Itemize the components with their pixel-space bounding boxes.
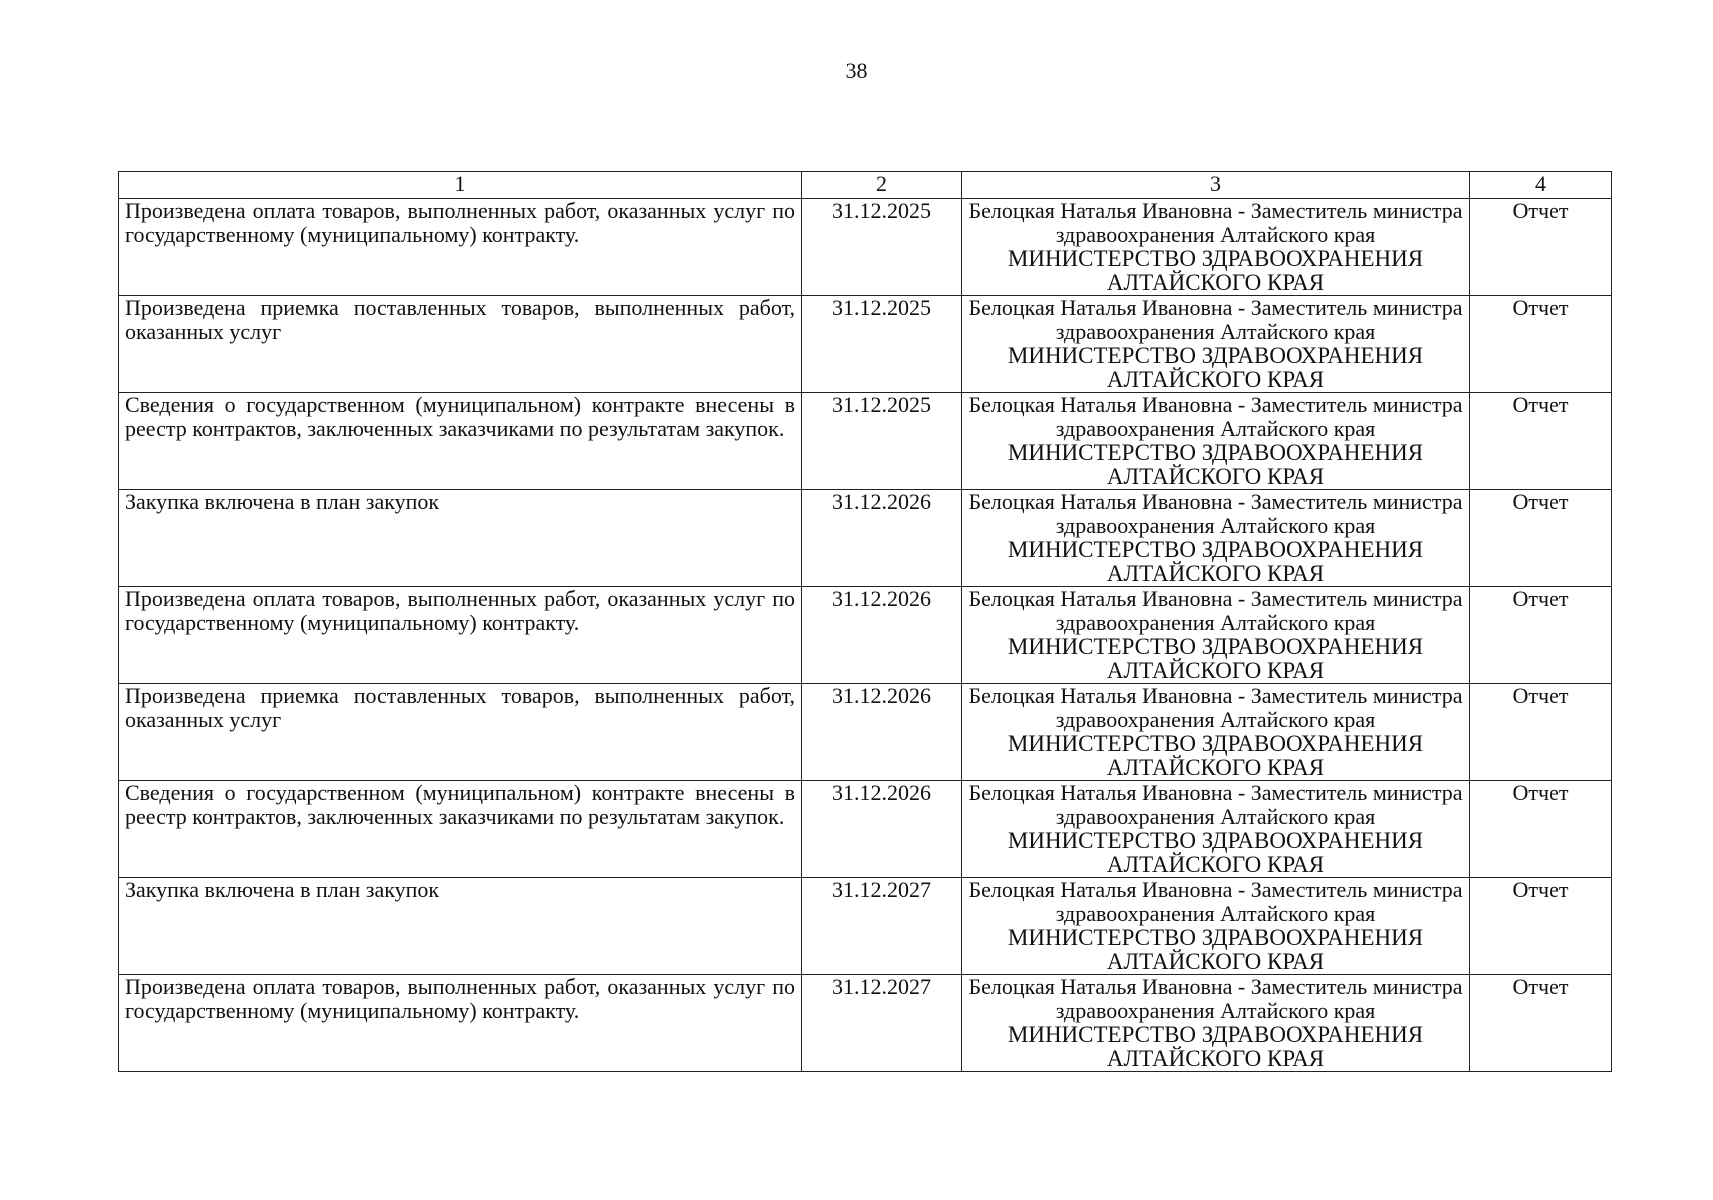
organization-name: МИНИСТЕРСТВО ЗДРАВООХРАНЕНИЯ АЛТАЙСКОГО КРАЯ [1007, 925, 1424, 974]
date-cell: 31.12.2027 [802, 878, 962, 975]
date-cell: 31.12.2026 [802, 490, 962, 587]
date-cell: 31.12.2027 [802, 975, 962, 1072]
description-cell: Закупка включена в план закупок [119, 490, 802, 587]
table-header-row [119, 172, 1612, 199]
responsible-person: Белоцкая Наталья Ивановна - Заместитель министра здравоохранения Алтайского края [968, 392, 1463, 441]
organization-name: МИНИСТЕРСТВО ЗДРАВООХРАНЕНИЯ АЛТАЙСКОГО КРАЯ [1007, 537, 1424, 586]
responsible-cell [962, 878, 1470, 975]
responsible-cell [962, 490, 1470, 587]
date-cell: 31.12.2026 [802, 684, 962, 781]
date-cell: 31.12.2026 [802, 587, 962, 684]
document-cell: Отчет [1470, 975, 1612, 1072]
document-cell: Отчет [1470, 296, 1612, 393]
page-number: 38 [845, 58, 868, 83]
responsible-cell [962, 684, 1470, 781]
table-row [119, 296, 1612, 393]
description-cell: Сведения о государственном (муниципальном) контракте внесены в реестр контрактов, заключенных заказчиками по результатам закупок. [119, 781, 802, 878]
responsible-person: Белоцкая Наталья Ивановна - Заместитель министра здравоохранения Алтайского края [968, 683, 1463, 732]
description-cell: Сведения о государственном (муниципальном) контракте внесены в реестр контрактов, заключенных заказчиками по результатам закупок. [119, 393, 802, 490]
description-cell: Произведена оплата товаров, выполненных работ, оказанных услуг по государственному (муниципальному) контракту. [119, 975, 802, 1072]
table-row [119, 781, 1612, 878]
description-cell: Закупка включена в план закупок [119, 878, 802, 975]
responsible-person: Белоцкая Наталья Ивановна - Заместитель министра здравоохранения Алтайского края [968, 974, 1463, 1023]
description-cell: Произведена оплата товаров, выполненных работ, оказанных услуг по государственному (муниципальному) контракту. [119, 587, 802, 684]
responsible-person: Белоцкая Наталья Ивановна - Заместитель министра здравоохранения Алтайского края [968, 877, 1463, 926]
organization-name: МИНИСТЕРСТВО ЗДРАВООХРАНЕНИЯ АЛТАЙСКОГО КРАЯ [1007, 828, 1424, 877]
responsible-person: Белоцкая Наталья Ивановна - Заместитель министра здравоохранения Алтайского края [968, 586, 1463, 635]
column-header-4: 4 [1470, 172, 1612, 199]
responsible-cell [962, 587, 1470, 684]
organization-name: МИНИСТЕРСТВО ЗДРАВООХРАНЕНИЯ АЛТАЙСКОГО КРАЯ [1007, 634, 1424, 683]
date-cell: 31.12.2025 [802, 393, 962, 490]
responsible-cell [962, 975, 1470, 1072]
organization-name: МИНИСТЕРСТВО ЗДРАВООХРАНЕНИЯ АЛТАЙСКОГО КРАЯ [1007, 731, 1424, 780]
table-row [119, 199, 1612, 296]
document-cell: Отчет [1470, 878, 1612, 975]
table-row [119, 975, 1612, 1072]
document-cell: Отчет [1470, 684, 1612, 781]
table-row [119, 684, 1612, 781]
column-header-3: 3 [962, 172, 1470, 199]
table-row [119, 393, 1612, 490]
control-points-table [118, 171, 1612, 1072]
responsible-cell [962, 199, 1470, 296]
document-cell: Отчет [1470, 199, 1612, 296]
responsible-cell [962, 781, 1470, 878]
organization-name: МИНИСТЕРСТВО ЗДРАВООХРАНЕНИЯ АЛТАЙСКОГО КРАЯ [1007, 440, 1424, 489]
column-header-1: 1 [119, 172, 802, 199]
table-row [119, 587, 1612, 684]
responsible-person: Белоцкая Наталья Ивановна - Заместитель министра здравоохранения Алтайского края [968, 780, 1463, 829]
responsible-cell [962, 296, 1470, 393]
organization-name: МИНИСТЕРСТВО ЗДРАВООХРАНЕНИЯ АЛТАЙСКОГО КРАЯ [1007, 246, 1424, 295]
responsible-person: Белоцкая Наталья Ивановна - Заместитель министра здравоохранения Алтайского края [968, 295, 1463, 344]
table-row [119, 490, 1612, 587]
description-cell: Произведена приемка поставленных товаров, выполненных работ, оказанных услуг [119, 296, 802, 393]
document-cell: Отчет [1470, 781, 1612, 878]
responsible-person: Белоцкая Наталья Ивановна - Заместитель министра здравоохранения Алтайского края [968, 489, 1463, 538]
column-header-2: 2 [802, 172, 962, 199]
document-cell: Отчет [1470, 490, 1612, 587]
date-cell: 31.12.2026 [802, 781, 962, 878]
description-cell: Произведена оплата товаров, выполненных работ, оказанных услуг по государственному (муниципальному) контракту. [119, 199, 802, 296]
description-cell: Произведена приемка поставленных товаров, выполненных работ, оказанных услуг [119, 684, 802, 781]
table-row [119, 878, 1612, 975]
document-cell: Отчет [1470, 587, 1612, 684]
responsible-cell [962, 393, 1470, 490]
organization-name: МИНИСТЕРСТВО ЗДРАВООХРАНЕНИЯ АЛТАЙСКОГО КРАЯ [1007, 1022, 1424, 1071]
document-cell: Отчет [1470, 393, 1612, 490]
date-cell: 31.12.2025 [802, 199, 962, 296]
organization-name: МИНИСТЕРСТВО ЗДРАВООХРАНЕНИЯ АЛТАЙСКОГО КРАЯ [1007, 343, 1424, 392]
date-cell: 31.12.2025 [802, 296, 962, 393]
responsible-person: Белоцкая Наталья Ивановна - Заместитель министра здравоохранения Алтайского края [968, 198, 1463, 247]
